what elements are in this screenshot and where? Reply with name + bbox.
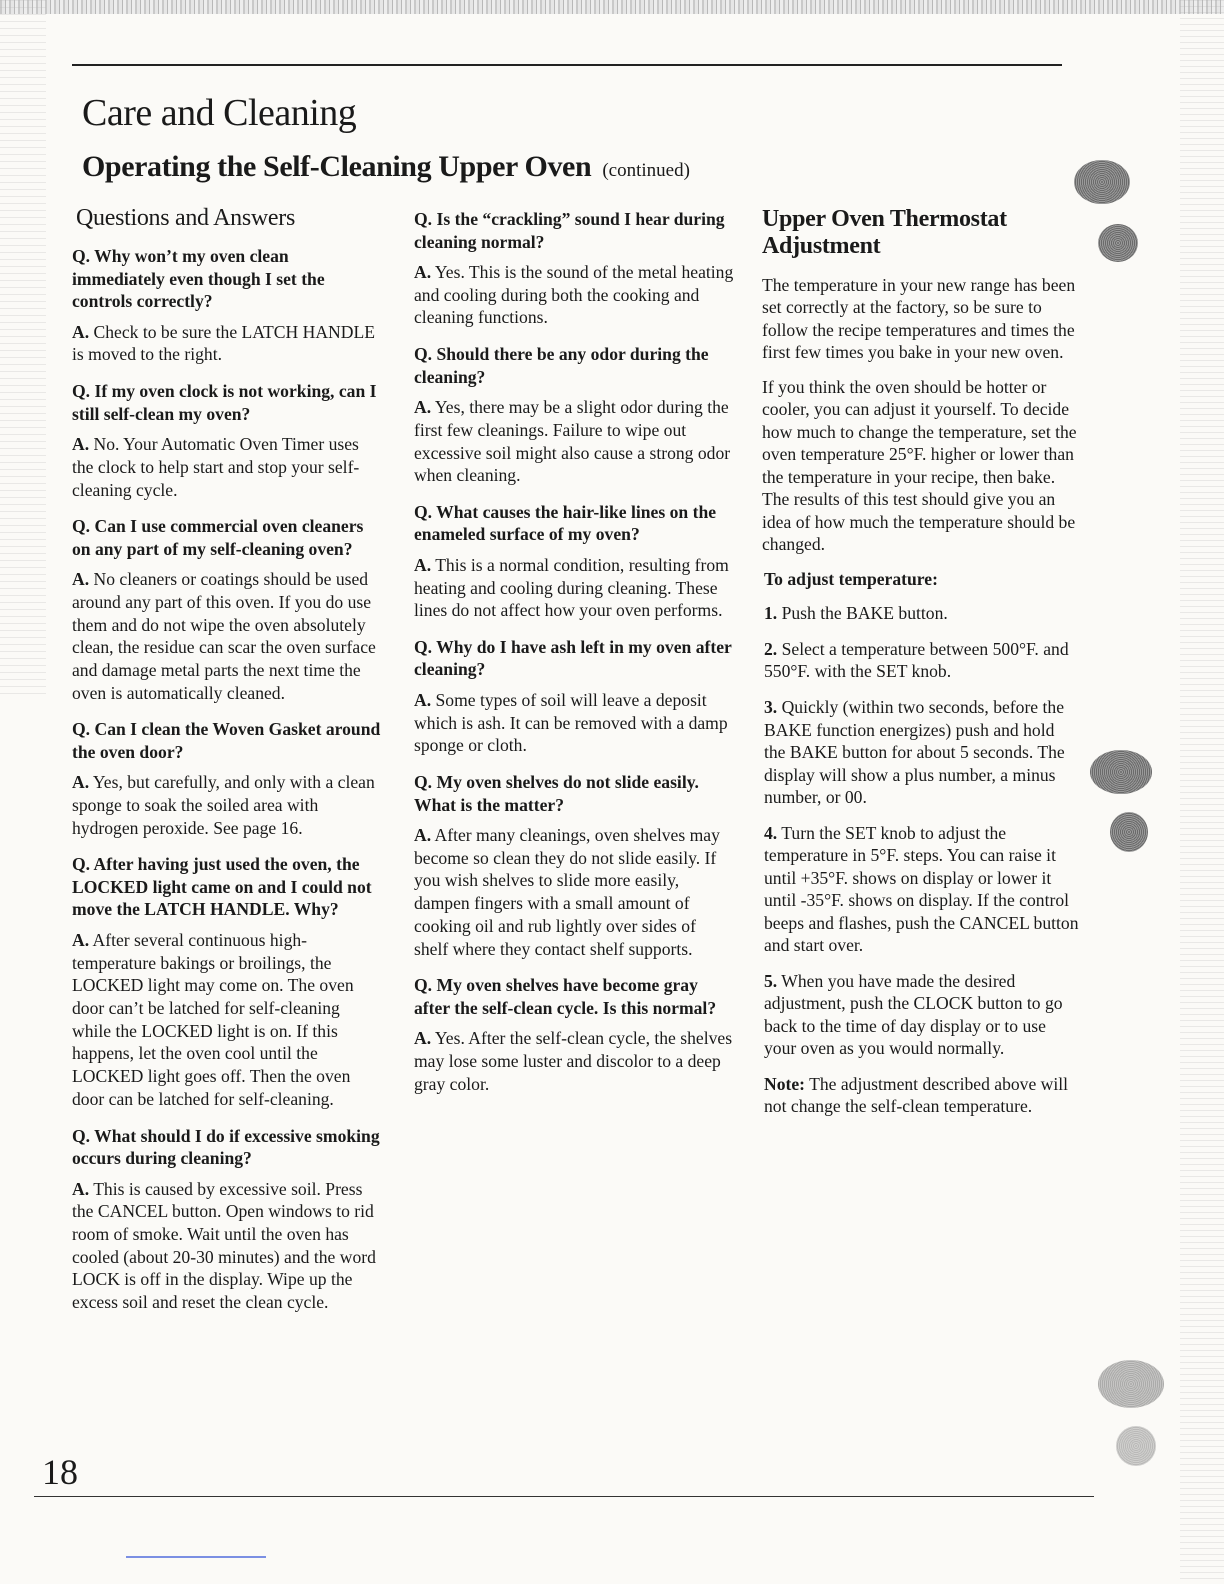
answer-text: Yes, there may be a slight odor during the first few cleanings. Failure to wipe out excessive soil might also cause a strong odor when cleaning. — [414, 397, 731, 486]
answer-label: A. — [414, 554, 432, 575]
answer-text: Yes. This is the sound of the metal heating and cooling during both the cooking and cleaning functions. — [414, 262, 734, 328]
step — [764, 638, 1080, 683]
note-text: The adjustment described above will not change the self-clean temperature. — [764, 1073, 1069, 1117]
answer-label: A. — [72, 930, 90, 950]
qa-column-2 — [414, 200, 734, 1109]
answer — [72, 433, 382, 501]
scan-artifact-top — [0, 0, 1224, 14]
bottom-rule — [34, 1496, 1094, 1497]
step-text: Turn the SET knob to adjust the temperature in 5°F. steps. You can raise it until +35°F. shows on display or lower it until -35°F. shows on display. If the control beeps and flashes, push the CANCEL button and start over. — [764, 822, 1079, 956]
answer — [72, 568, 382, 704]
thermostat-intro: The temperature in your new range has been set correctly at the factory, so be sure to follow the recipe temperatures and times the first few times you bake in your new oven. — [762, 274, 1076, 363]
answer-text: Some types of soil will leave a deposit which is ash. It can be removed with a damp sponge or cloth. — [414, 690, 728, 756]
step-text: When you have made the desired adjustment, push the CLOCK button to go back to the time of day display or to use your oven as you would normally. — [764, 970, 1063, 1059]
note-label: Note: — [764, 1073, 806, 1094]
step-text: Quickly (within two seconds, before the BAKE function energizes) push and hold the BAKE button for about 5 seconds. The display will show a plus number, a minus number, or 00. — [764, 697, 1065, 808]
answer — [72, 321, 382, 366]
thermostat-explanation: If you think the oven should be hotter or cooler, you can adjust it yourself. To decide how much to change the temperature, set the oven temperature 25°F. higher or lower than the temperature in your recipe, then bake. The results of this test should give you an idea of how much the temperature should be changed. — [762, 376, 1077, 555]
step-text: Push the BAKE button. — [777, 603, 948, 624]
answer — [414, 689, 734, 757]
answer-text: After several continuous high-temperature bakings or broilings, the LOCKED light may come on. The oven door can’t be latched for self-cleaning while the LOCKED light is on. If this happens, let the oven cool until the LOCKED light goes off. Then the oven door can be latched for self-cleaning. — [72, 930, 354, 1109]
question: Q. Can I clean the Woven Gasket around the oven door? — [72, 719, 381, 762]
answer-label: A. — [72, 569, 90, 590]
answer-text: After many cleanings, oven shelves may become so clean they do not slide easily. If you wish shelves to slide more easily, dampen fingers with a small amount of cooking oil and rub lightly over sides of shelf where they contact shelf supports. — [414, 825, 720, 959]
tab-marker-dot — [1090, 750, 1152, 794]
section-title: Care and Cleaning — [82, 92, 357, 134]
answer — [414, 554, 734, 622]
answer-label: A. — [72, 321, 90, 342]
qa-heading: Questions and Answers — [76, 205, 296, 231]
answer — [414, 1027, 734, 1095]
answer — [414, 261, 734, 329]
answer-label: A. — [414, 825, 432, 846]
step — [764, 602, 1080, 625]
question: Q. What causes the hair-like lines on the enameled surface of my oven? — [414, 501, 717, 545]
answer-text: Check to be sure the LATCH HANDLE is moved to the right. — [72, 321, 375, 365]
answer-label: A. — [414, 262, 432, 283]
tab-marker-dot — [1098, 1360, 1164, 1408]
step — [764, 696, 1080, 809]
answer-text: No cleaners or coatings should be used around any part of this oven. If you do use them and do not wipe the oven absolutely clean, the residue can scar the oven surface and damage metal parts the next time the oven is automatically cleaned. — [72, 569, 376, 703]
note — [764, 1073, 1080, 1118]
continued-label: (continued) — [602, 160, 690, 181]
page-number: 18 — [42, 1452, 78, 1492]
question: Q. What should I do if excessive smoking occurs during cleaning? — [72, 1125, 380, 1169]
scan-artifact-left — [0, 0, 46, 700]
tab-marker-dot — [1098, 224, 1138, 262]
question: Q. My oven shelves do not slide easily. What is the matter? — [414, 772, 699, 815]
thermostat-heading: Upper Oven Thermostat Adjustment — [762, 206, 1007, 259]
answer — [72, 929, 382, 1111]
page-subtitle-text: Operating the Self-Cleaning Upper Oven — [82, 150, 592, 183]
answer-text: Yes, but carefully, and only with a clean sponge to soak the soiled area with hydrogen peroxide. See page 16. — [72, 772, 375, 838]
step-number: 1. — [764, 603, 778, 624]
step-number: 3. — [764, 697, 778, 717]
question: Q. Should there be any odor during the cleaning? — [414, 344, 709, 387]
question: Q. If my oven clock is not working, can I still self-clean my oven? — [72, 381, 377, 424]
question: Q. My oven shelves have become gray after the self-clean cycle. Is this normal? — [414, 975, 717, 1018]
answer-label: A. — [72, 1178, 90, 1199]
answer-text: Yes. After the self-clean cycle, the shelves may lose some luster and discolor to a deep gray color. — [414, 1028, 733, 1094]
answer-text: No. Your Automatic Oven Timer uses the clock to help start and stop your self-cleaning cycle. — [72, 434, 360, 500]
step-number: 5. — [764, 970, 778, 991]
step — [764, 970, 1080, 1060]
answer-text: This is caused by excessive soil. Press the CANCEL button. Open windows to rid room of smoke. Wait until the oven has cooled (about 20-30 minutes) and the word LOCK is off in the display. Wipe up the excess soil and reset the clean cycle. — [72, 1178, 376, 1312]
answer-label: A. — [414, 690, 432, 710]
page-subtitle — [82, 152, 690, 182]
answer-label: A. — [414, 1028, 432, 1049]
adjust-subhead: To adjust temperature: — [764, 568, 938, 589]
tab-marker-dot — [1110, 812, 1148, 852]
answer-label: A. — [414, 397, 432, 418]
answer — [72, 771, 382, 839]
answer-text: This is a normal condition, resulting from heating and cooling during cleaning. These lines do not affect how your oven performs. — [414, 554, 729, 621]
step-number: 4. — [764, 822, 778, 843]
question: Q. Can I use commercial oven cleaners on any part of my self-cleaning oven? — [72, 516, 364, 559]
step — [764, 822, 1080, 957]
answer — [414, 824, 734, 960]
scan-mark — [126, 1556, 266, 1558]
qa-column-1 — [52, 200, 382, 1328]
top-rule — [72, 64, 1062, 66]
step-text: Select a temperature between 500°F. and 550°F. with the SET knob. — [764, 638, 1069, 682]
tab-marker-dot — [1116, 1426, 1156, 1466]
thermostat-column — [760, 200, 1080, 1131]
question: Q. Why do I have ash left in my oven after cleaning? — [414, 636, 732, 680]
answer — [414, 396, 734, 487]
question: Q. After having just used the oven, the LOCKED light came on and I could not move the LATCH HANDLE. Why? — [72, 854, 372, 920]
tab-marker-dot — [1074, 160, 1130, 204]
scan-artifact-right — [1180, 0, 1224, 1584]
question: Q. Is the “crackling” sound I hear during cleaning normal? — [414, 209, 725, 252]
answer-label: A. — [72, 434, 90, 455]
answer-label: A. — [72, 772, 90, 793]
answer — [72, 1178, 382, 1314]
step-number: 2. — [764, 638, 778, 659]
question: Q. Why won’t my oven clean immediately even though I set the controls correctly? — [72, 246, 325, 312]
